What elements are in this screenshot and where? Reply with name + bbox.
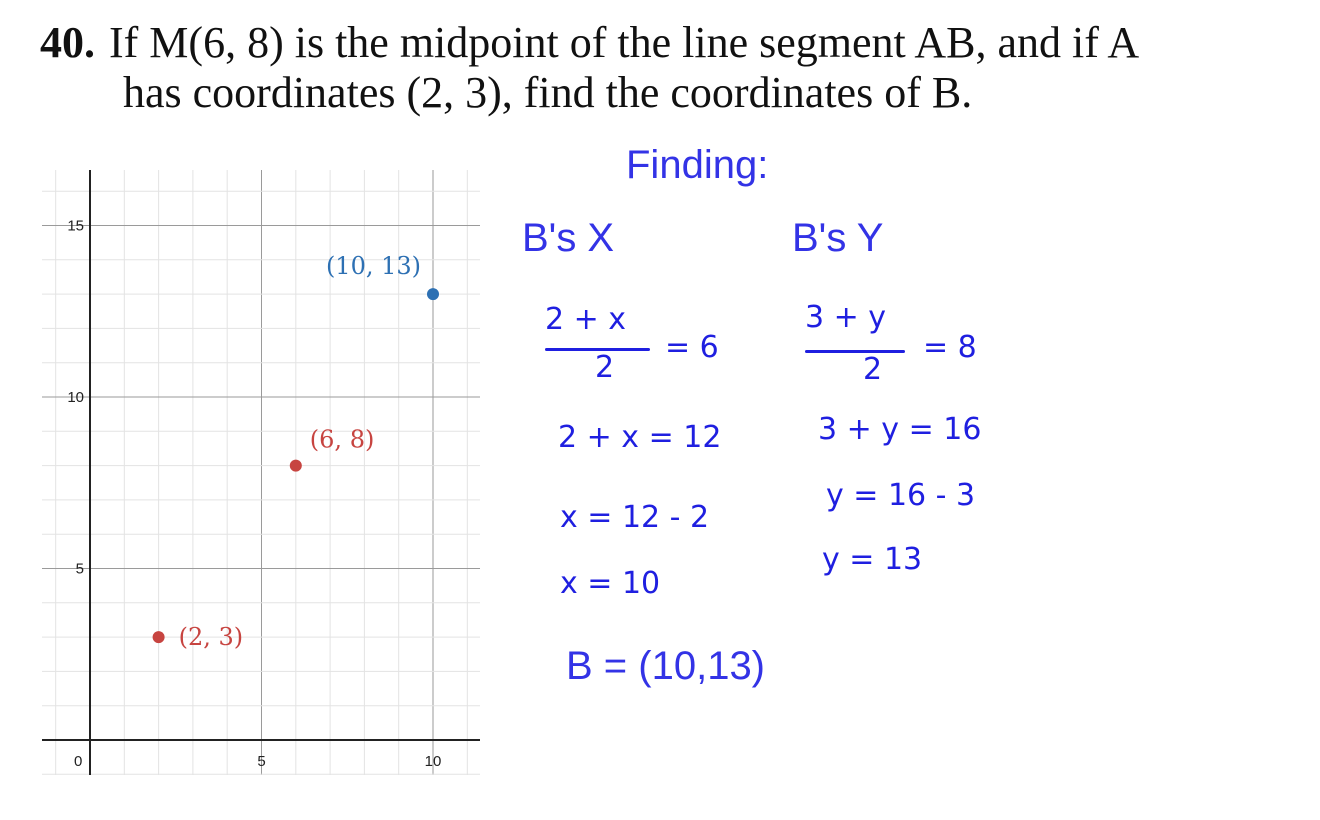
coordinate-plot [0,160,500,800]
problem-number: 40. [40,18,95,67]
y-step-3: y = 13 [822,542,923,577]
problem-line-1: If M(6, 8) is the midpoint of the line segment AB, and if A [109,18,1140,67]
y-step-2: y = 16 - 3 [826,478,976,513]
finding-heading: Finding: [626,143,769,187]
x-step-1: 2 + x = 12 [558,420,722,455]
x-tick-label: 5 [257,753,266,770]
y-tick-label: 10 [67,389,84,406]
by-heading: B's Y [792,216,884,260]
problem-statement [40,18,1139,118]
y-tick-label: 15 [67,217,84,235]
x-tick-label: 10 [424,753,442,770]
x-fraction-numerator: 2 + x [545,302,627,337]
y-fraction-bar [805,350,905,353]
data-point [427,288,439,300]
tick-label-origin: 0 [74,753,83,770]
bx-heading: B's X [522,216,615,260]
data-point [290,460,302,472]
x-step-3: x = 10 [560,566,661,601]
point-label: (2, 3) [178,623,244,652]
y-step-1: 3 + y = 16 [818,412,982,447]
y-tick-label: 5 [75,560,84,578]
problem-line-2: has coordinates (2, 3), find the coordinates of B. [123,68,973,117]
point-label: (10, 13) [325,252,421,281]
x-fraction-rhs: = 6 [665,330,719,365]
data-point [153,631,165,643]
y-fraction-numerator: 3 + y [805,300,887,335]
y-fraction-rhs: = 8 [923,330,977,365]
x-step-2: x = 12 - 2 [560,500,710,535]
x-fraction-denominator: 2 [595,350,615,385]
point-label: (6, 8) [309,425,375,454]
y-fraction-denominator: 2 [863,352,883,387]
answer-text: B = (10,13) [566,644,766,688]
